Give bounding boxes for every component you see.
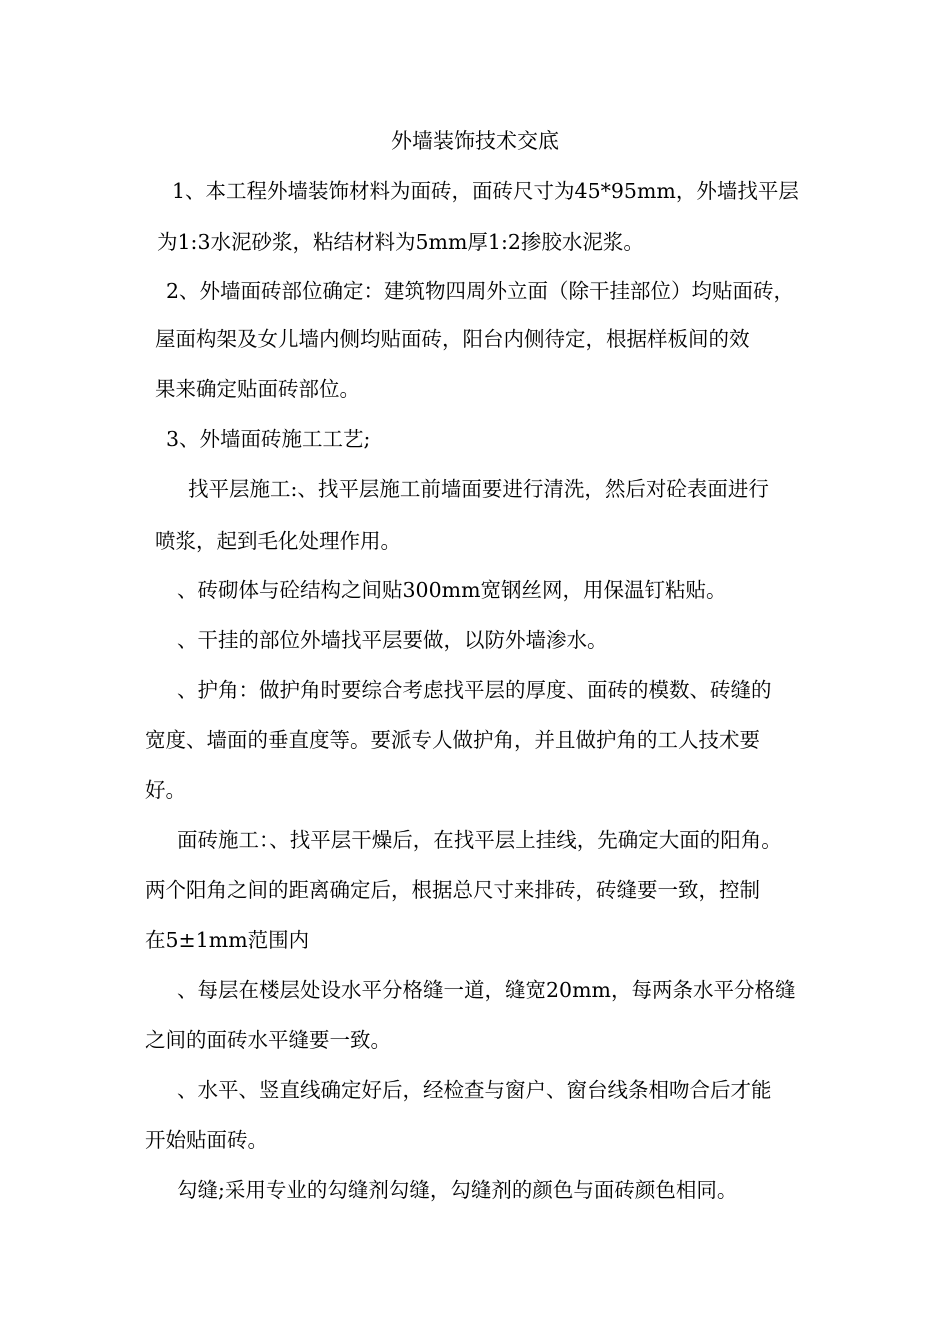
body-line: 、干挂的部位外墙找平层要做，以防外墙渗水。 bbox=[177, 628, 608, 652]
body-line: 屋面构架及女儿墙内侧均贴面砖，阳台内侧待定，根据样板间的效 bbox=[155, 327, 750, 351]
body-line: 勾缝;采用专业的勾缝剂勾缝，勾缝剂的颜色与面砖颜色相同。 bbox=[177, 1178, 738, 1202]
body-line: 1、本工程外墙装饰材料为面砖，面砖尺寸为45*95mm，外墙找平层 bbox=[172, 179, 799, 203]
body-line: 宽度、墙面的垂直度等。要派专人做护角，并且做护角的工人技术要 bbox=[145, 728, 760, 752]
body-line: 3、外墙面砖施工工艺; bbox=[166, 427, 371, 451]
body-line: 、砖砌体与砼结构之间贴300mm宽钢丝网，用保温钉粘贴。 bbox=[177, 578, 727, 602]
body-line: 、护角：做护角时要综合考虑找平层的厚度、面砖的模数、砖缝的 bbox=[177, 678, 772, 702]
body-line: 喷浆，起到毛化处理作用。 bbox=[155, 529, 401, 553]
body-line: 、水平、竖直线确定好后，经检查与窗户、窗台线条相吻合后才能 bbox=[177, 1078, 772, 1102]
body-line: 开始贴面砖。 bbox=[145, 1128, 268, 1152]
document-title: 外墙装饰技术交底 bbox=[391, 129, 559, 153]
body-line: 在5±1mm范围内 bbox=[145, 928, 310, 952]
body-line: 2、外墙面砖部位确定：建筑物四周外立面（除干挂部位）均贴面砖， bbox=[166, 279, 795, 303]
body-line: 之间的面砖水平缝要一致。 bbox=[145, 1028, 391, 1052]
body-line: 、每层在楼层处设水平分格缝一道，缝宽20mm，每两条水平分格缝 bbox=[177, 978, 796, 1002]
body-line: 找平层施工:、找平层施工前墙面要进行清洗，然后对砼表面进行 bbox=[188, 477, 769, 501]
body-line: 两个阳角之间的距离确定后，根据总尺寸来排砖，砖缝要一致，控制 bbox=[145, 878, 760, 902]
body-line: 好。 bbox=[145, 778, 186, 802]
body-line: 面砖施工：、找平层干燥后，在找平层上挂线，先确定大面的阳角。 bbox=[177, 828, 782, 852]
body-line: 为1:3水泥砂浆，粘结材料为5mm厚1:2掺胶水泥浆。 bbox=[157, 230, 644, 254]
body-line: 果来确定贴面砖部位。 bbox=[155, 377, 360, 401]
